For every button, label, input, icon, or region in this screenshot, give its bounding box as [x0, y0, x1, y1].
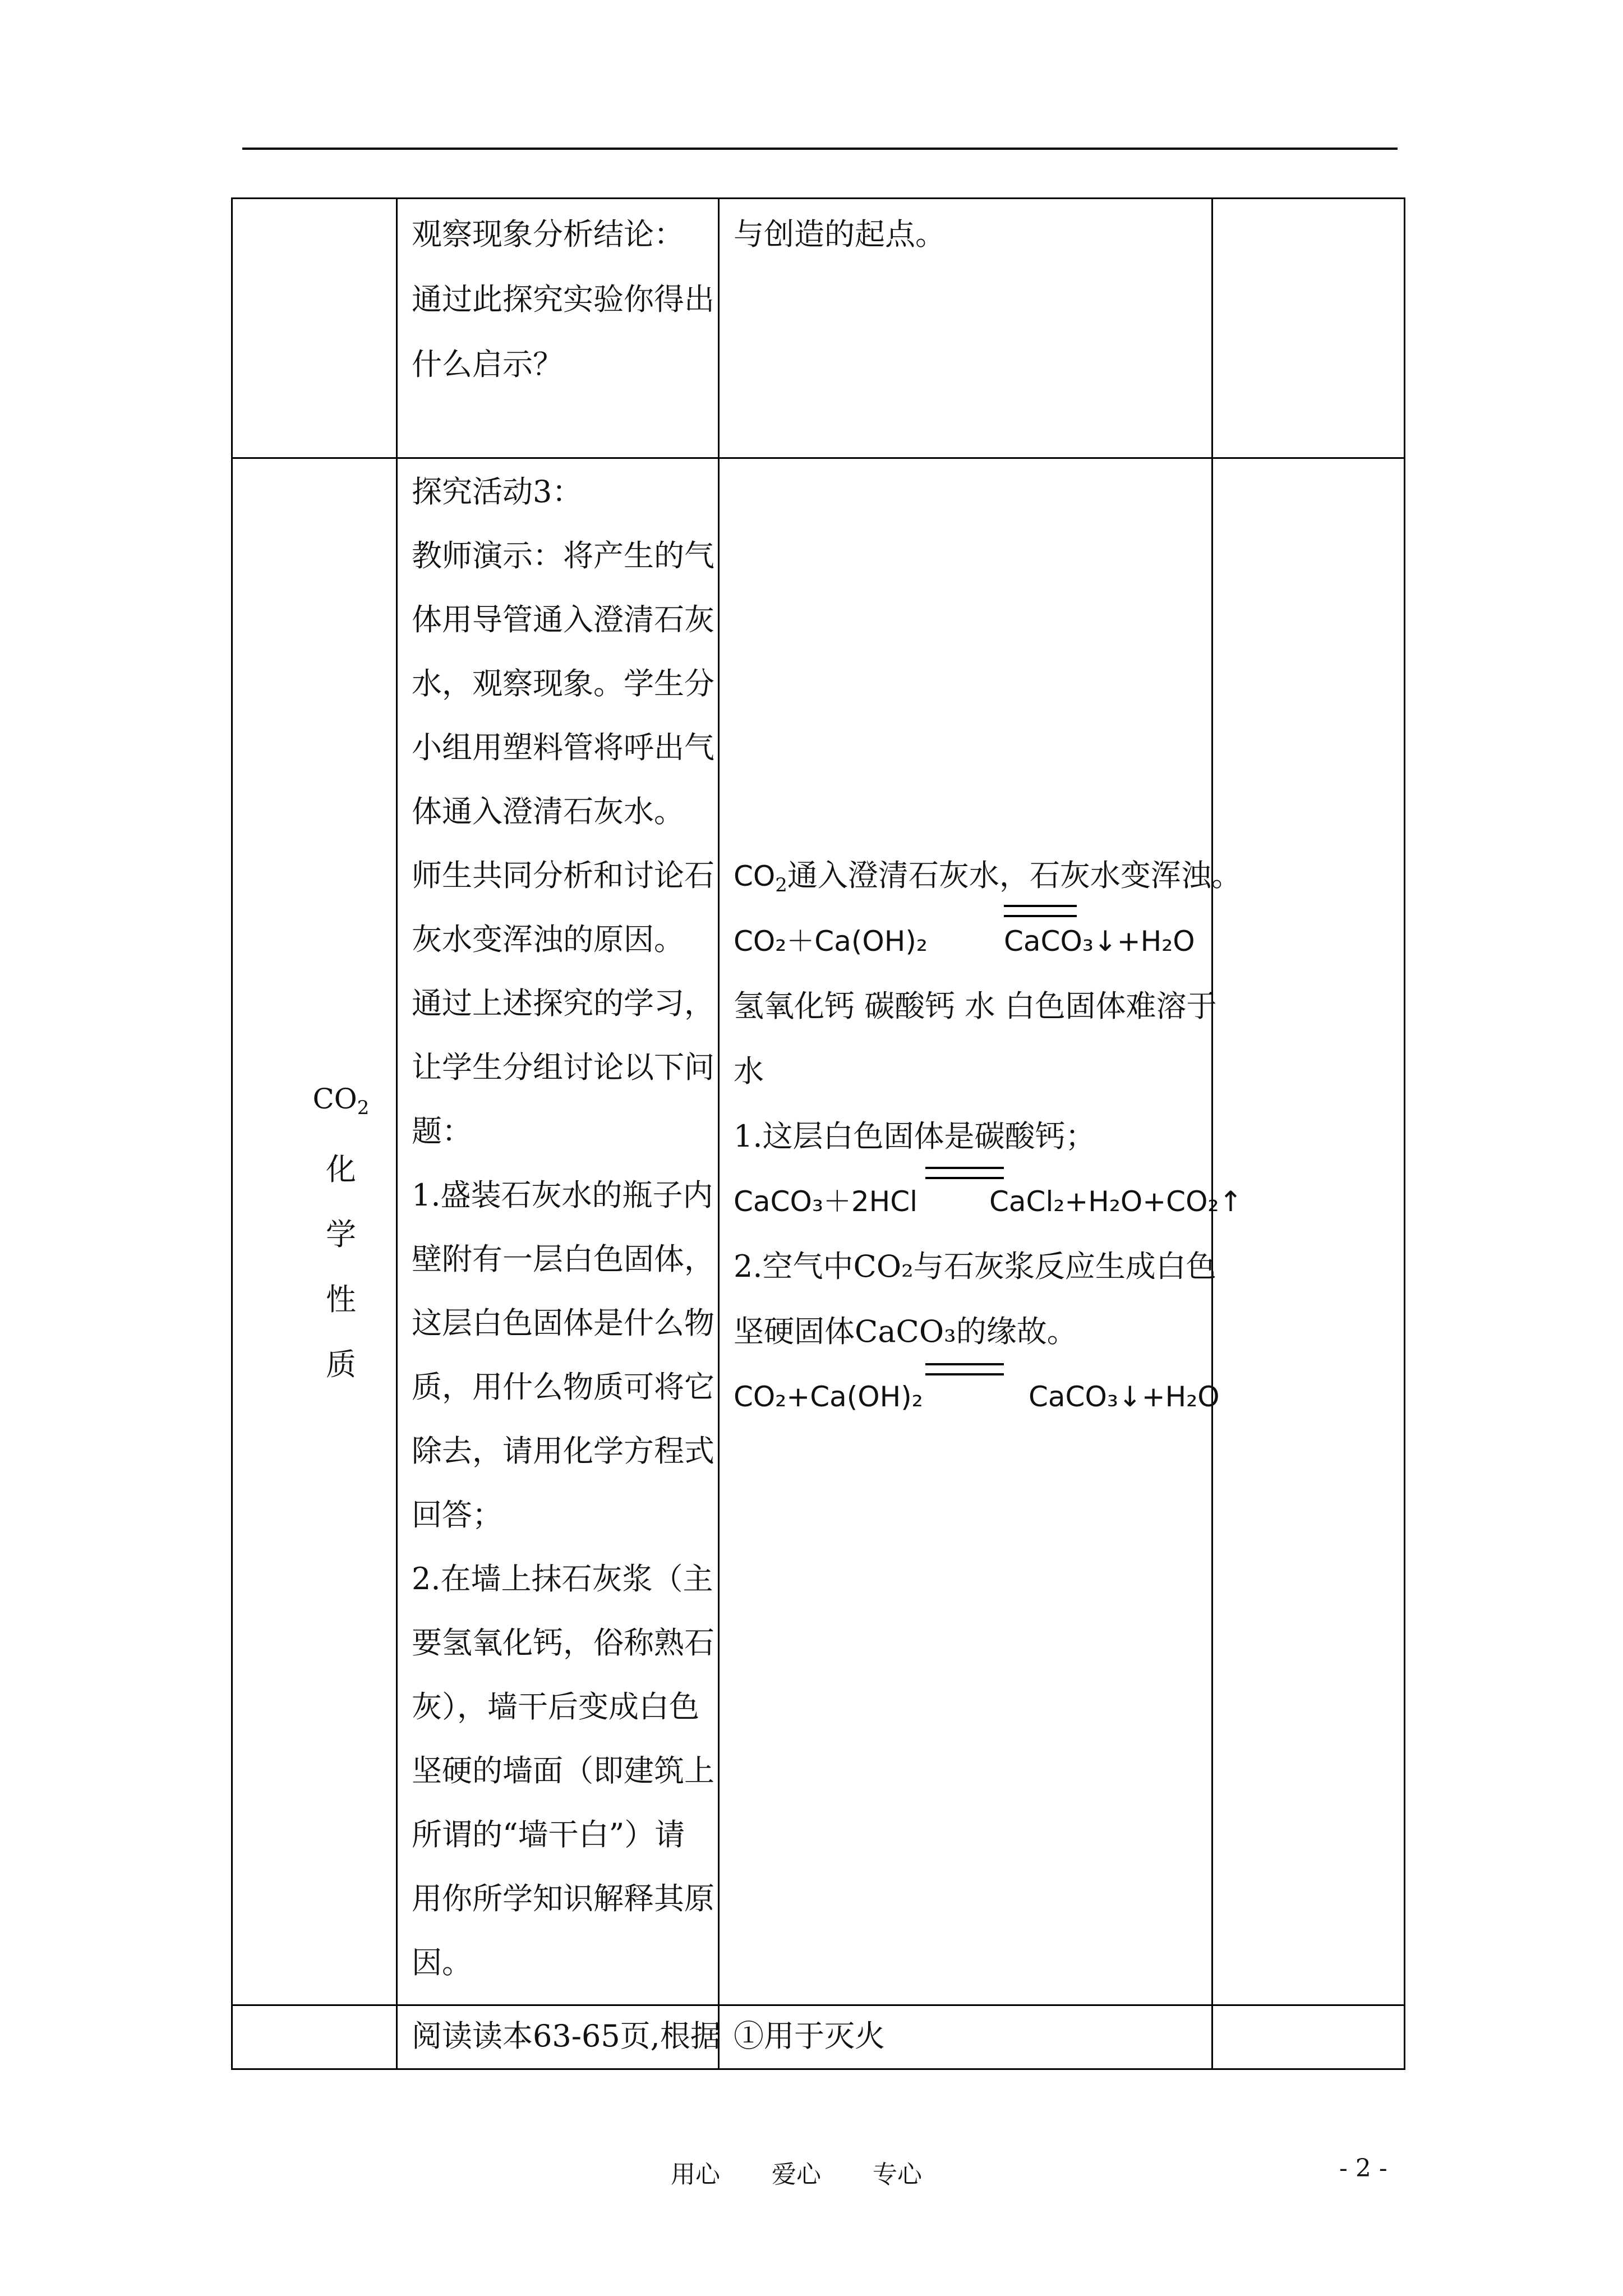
row1-col2-text: [412, 202, 714, 397]
text-line: 水，观察现象。学生分: [412, 666, 714, 701]
row3-col2-text: 阅读读本63-65页,根据: [412, 2018, 721, 2054]
co2-limewater-line: [734, 843, 1242, 909]
footer-motto-3: 专心: [873, 2160, 922, 2189]
text-line: 体通入澄清石灰水。: [412, 794, 684, 829]
equation-1-right: CaCO₃↓+H₂O: [1004, 925, 1195, 958]
equation-3-right: CaCO₃↓+H₂O: [1029, 1381, 1220, 1413]
co2-label: CO: [312, 1083, 357, 1115]
text-line: 师生共同分析和讨论石: [412, 858, 714, 893]
text-line: 题：: [412, 1114, 472, 1149]
text-line: 这层白色固体是什么物: [412, 1305, 714, 1341]
header-rule: [242, 148, 1398, 150]
text-line: 观察现象分析结论：: [412, 217, 684, 252]
row2-col2-text: [412, 460, 714, 1995]
table-border-left: [231, 197, 233, 2068]
text-line: 壁附有一层白色固体，: [412, 1241, 714, 1277]
text-line: 与创造的起点。: [734, 217, 946, 252]
text-line: 通过此探究实验你得出: [412, 282, 714, 317]
equation-2-right: CaCl₂+H₂O+CO₂↑: [989, 1185, 1243, 1218]
co2-sub: 2: [775, 874, 787, 896]
text-line: 质，用什么物质可将它: [412, 1369, 714, 1405]
text-line: 所谓的“墙干白”）请: [412, 1817, 685, 1852]
substance-names-line: 氢氧化钙 碳酸钙 水 白色固体难溶于: [734, 988, 1217, 1024]
answer-2-line: 2.空气中CO₂与石灰浆反应生成白色: [734, 1249, 1216, 1284]
side-char: 质: [326, 1347, 356, 1382]
side-char: 化: [326, 1152, 356, 1187]
text-line: 让学生分组讨论以下问: [412, 1050, 714, 1085]
equation-1-left: CO₂＋Ca(OH)₂: [734, 925, 928, 958]
text-line: 坚硬的墙面（即建筑上: [412, 1753, 714, 1788]
text-line: 教师演示：将产生的气: [412, 538, 714, 573]
text-line: 除去，请用化学方程式: [412, 1433, 714, 1469]
table-divider-2: [718, 197, 720, 2068]
text-line: 灰），墙干后变成白色: [412, 1689, 699, 1724]
side-char: 学: [326, 1217, 356, 1252]
side-char: 性: [326, 1282, 356, 1317]
equation-3-left: CO₂+Ca(OH)₂: [734, 1381, 923, 1413]
text-line: 要氢氧化钙，俗称熟石: [412, 1625, 714, 1660]
equation-2-left: CaCO₃＋2HCl: [734, 1185, 918, 1218]
row1-col3-text: [734, 202, 946, 267]
text-line: 2.在墙上抹石灰浆（主: [412, 1561, 713, 1596]
text-line: 用你所学知识解释其原: [412, 1881, 714, 1916]
text-line: 回答；: [412, 1497, 502, 1533]
text-line: 因。: [412, 1945, 472, 1980]
footer-motto-2: 爱心: [772, 2160, 821, 2189]
equation-equals-sign: [925, 1363, 1004, 1375]
text-line: 小组用塑料管将呼出气: [412, 730, 714, 765]
table-border-top: [231, 197, 1405, 199]
text-line: 体用导管通入澄清石灰: [412, 602, 714, 637]
page-number: - 2 -: [1339, 2154, 1387, 2183]
table-divider-1: [396, 197, 398, 2068]
table-border-right: [1404, 197, 1405, 2068]
text-line: 通过上述探究的学习，: [412, 986, 714, 1021]
co2-side-label: [307, 1083, 375, 1119]
text-line: 探究活动3：: [412, 474, 583, 509]
answer-2-line-2: 坚硬固体CaCO₃的缘故。: [734, 1314, 1077, 1349]
row3-col3-text: ①用于灭火: [734, 2018, 885, 2054]
co2-label-sub: 2: [357, 1097, 370, 1119]
limewater-text: 通入澄清石灰水，石灰水变浑浊。: [787, 858, 1242, 893]
substance-names-line-2: 水: [734, 1053, 764, 1089]
co2-text: CO: [734, 860, 776, 892]
table-divider-3: [1211, 197, 1213, 2068]
text-line: 灰水变浑浊的原因。: [412, 922, 684, 957]
text-line: 什么启示？: [412, 347, 563, 382]
answer-1-line: 1.这层白色固体是碳酸钙；: [734, 1119, 1096, 1154]
table-row-divider-1: [231, 457, 1405, 459]
text-line: 1.盛装石灰水的瓶子内: [412, 1177, 713, 1213]
footer-motto-1: 用心: [671, 2160, 720, 2189]
